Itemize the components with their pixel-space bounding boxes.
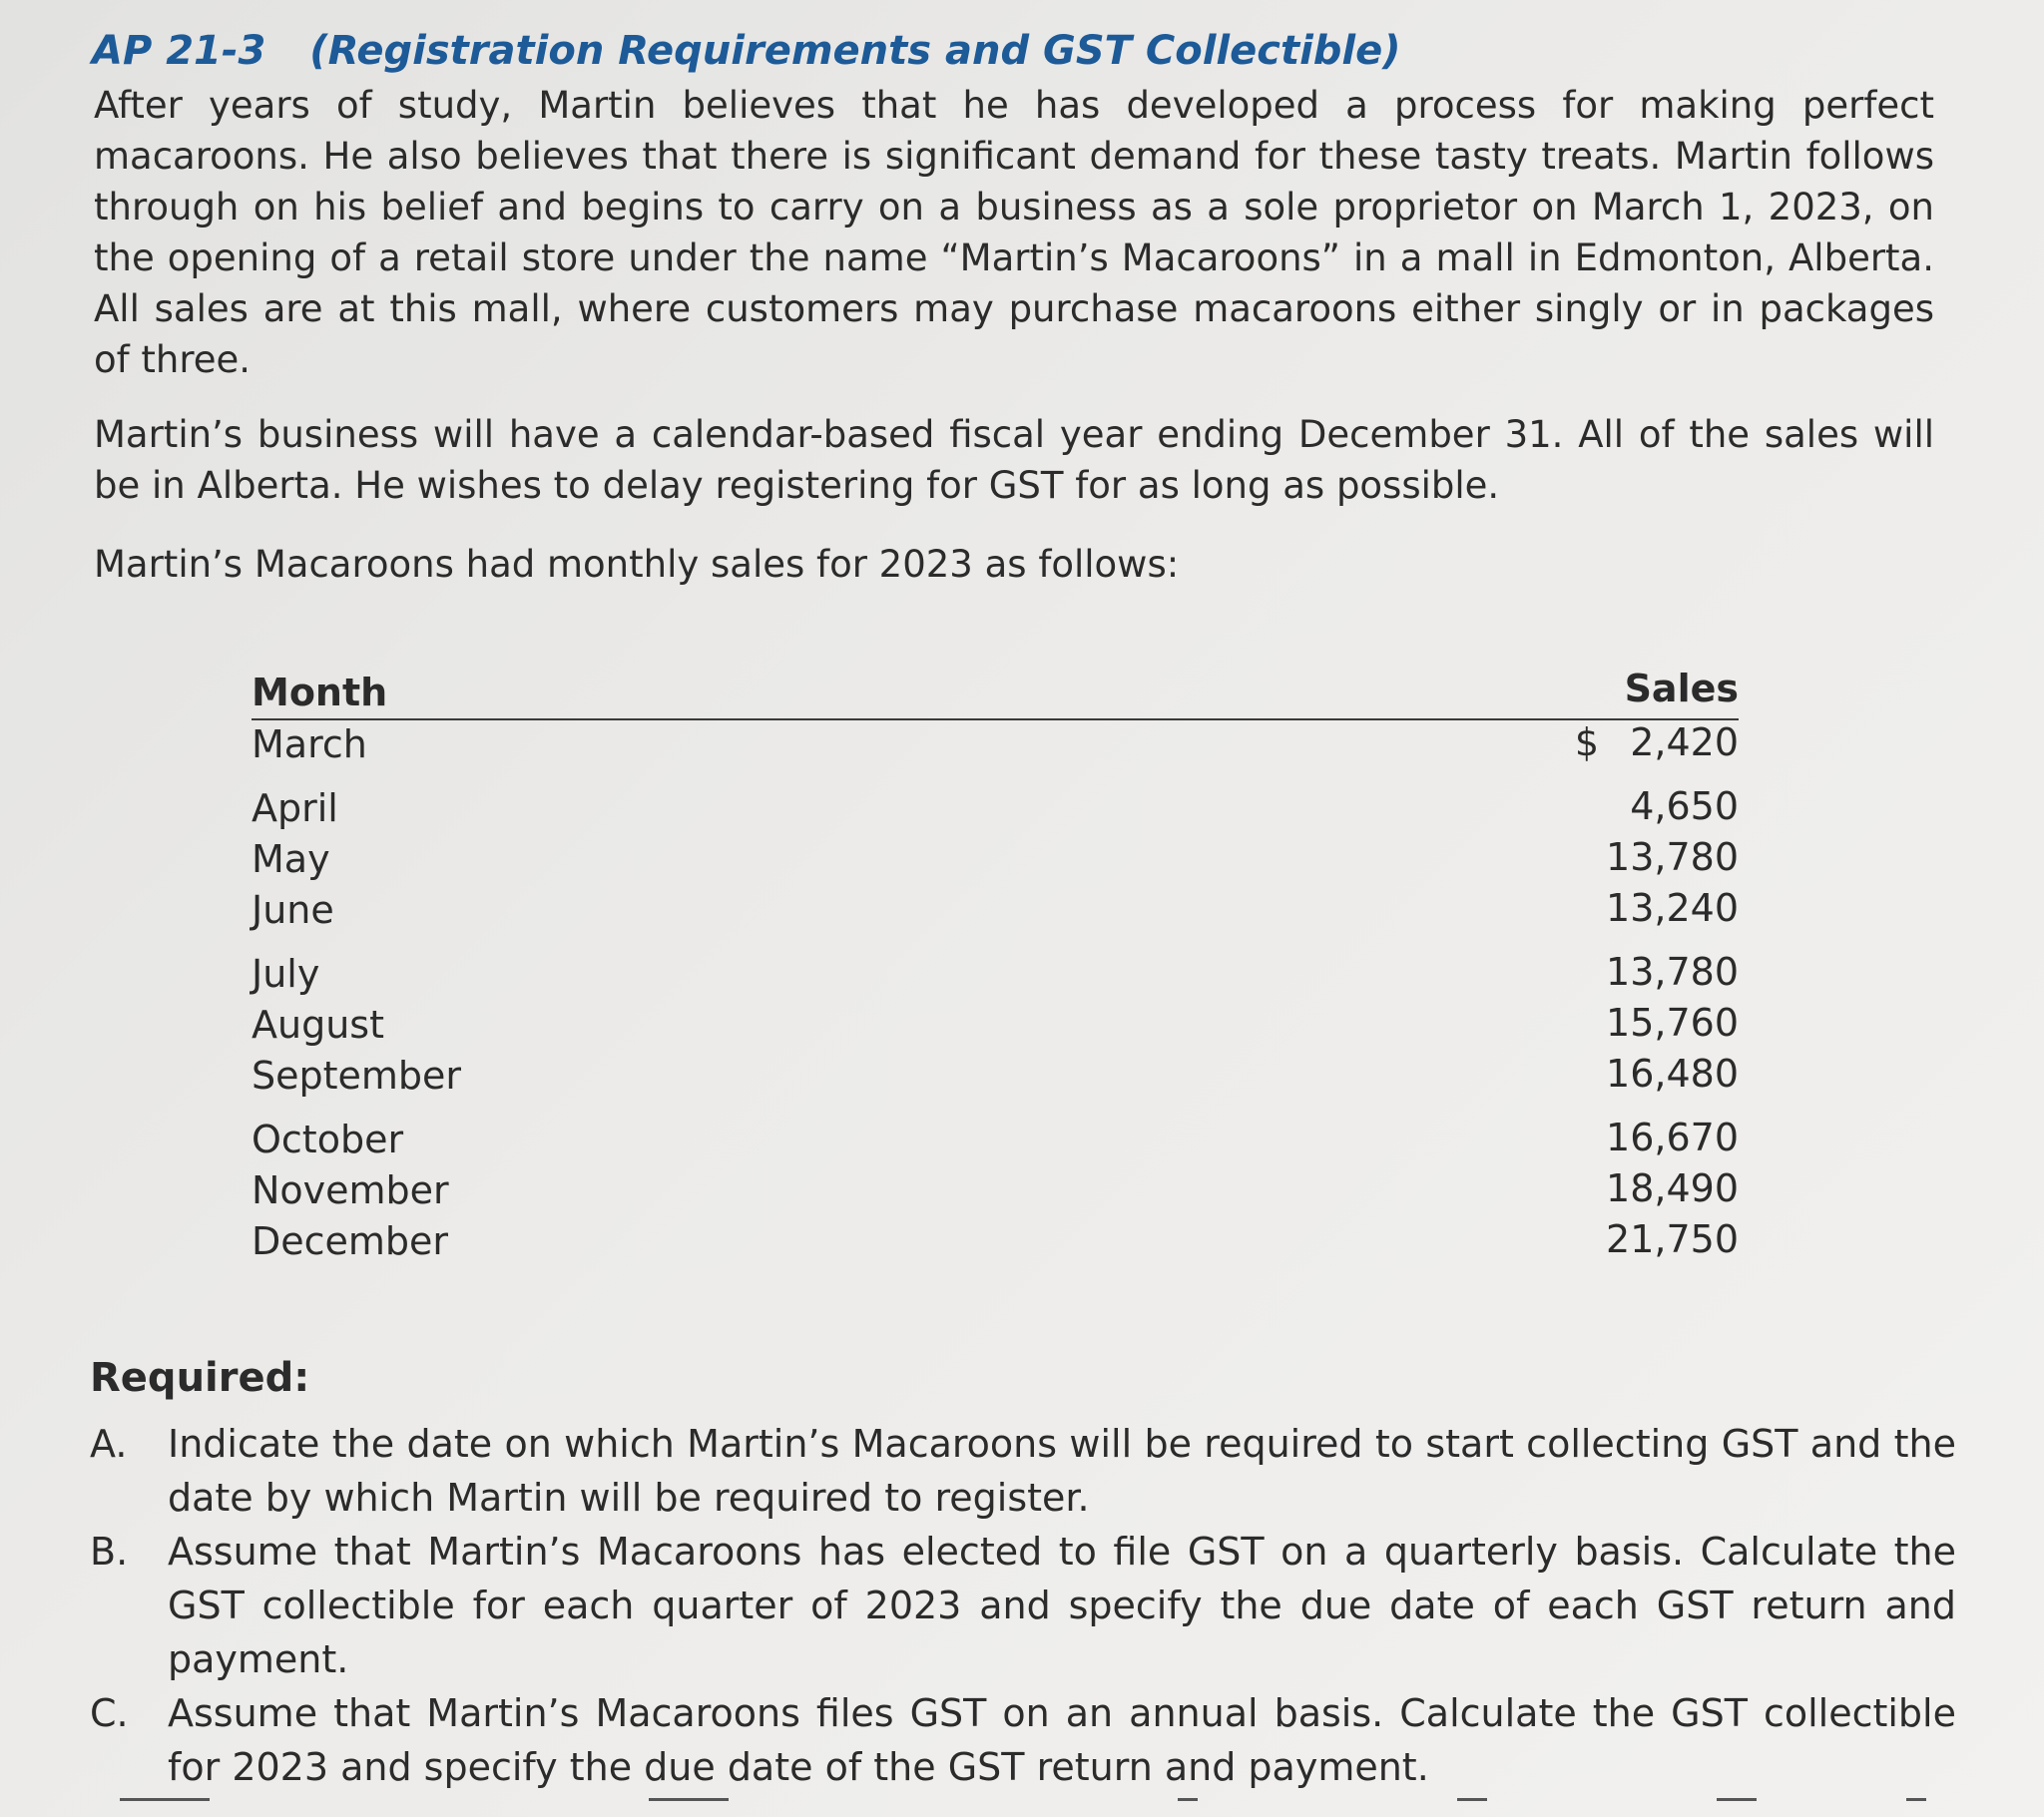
sales-cell: 21,750 bbox=[1606, 1217, 1739, 1261]
sales-column-header: Sales bbox=[1624, 667, 1739, 710]
currency-symbol: $ bbox=[1574, 720, 1599, 764]
item-letter: A. bbox=[90, 1422, 128, 1466]
sales-cell: 18,490 bbox=[1606, 1166, 1739, 1210]
list-item bbox=[90, 1525, 1956, 1686]
table-row bbox=[252, 1217, 1739, 1268]
item-text: Assume that Martin’s Macaroons has elected to file GST on a quarterly basis. Calculate the GST collectible for each quarter of 2023 and specify the due date of each GST return and payment. bbox=[168, 1530, 1956, 1681]
table-body bbox=[252, 720, 1739, 1268]
sales-cell: 13,780 bbox=[1606, 950, 1739, 994]
month-cell: September bbox=[252, 1054, 462, 1098]
month-cell: March bbox=[252, 722, 367, 766]
list-item bbox=[90, 1686, 1956, 1794]
list-item bbox=[90, 1417, 1956, 1525]
month-cell: November bbox=[252, 1168, 449, 1212]
cutoff-text-edge bbox=[0, 1796, 2044, 1817]
table-row bbox=[252, 720, 1739, 771]
problem-code: AP 21-3 bbox=[92, 28, 266, 74]
sales-cell: 4,650 bbox=[1630, 784, 1739, 828]
month-cell: August bbox=[252, 1003, 384, 1047]
sales-cell: 2,420 bbox=[1630, 720, 1739, 764]
table-header bbox=[252, 661, 1739, 720]
sales-cell: 15,760 bbox=[1606, 1001, 1739, 1045]
table-row bbox=[252, 1001, 1739, 1052]
item-letter: C. bbox=[90, 1691, 129, 1735]
required-list bbox=[90, 1417, 1956, 1794]
month-cell: July bbox=[252, 952, 320, 996]
sales-intro-paragraph: Martin’s Macaroons had monthly sales for 2023 as follows: bbox=[94, 543, 1180, 586]
month-cell: April bbox=[252, 786, 338, 830]
month-column-header: Month bbox=[252, 671, 388, 714]
month-cell: October bbox=[252, 1118, 404, 1161]
table-row bbox=[252, 784, 1739, 835]
table-row bbox=[252, 886, 1739, 937]
item-letter: B. bbox=[90, 1530, 129, 1574]
sales-cell: 13,780 bbox=[1606, 835, 1739, 879]
sales-cell: 16,480 bbox=[1606, 1052, 1739, 1096]
table-row bbox=[252, 1116, 1739, 1166]
month-cell: May bbox=[252, 837, 330, 881]
table-row bbox=[252, 1052, 1739, 1103]
problem-title: (Registration Requirements and GST Collectible) bbox=[309, 28, 1401, 74]
monthly-sales-table bbox=[252, 661, 1739, 1268]
month-cell: June bbox=[252, 888, 334, 932]
table-row bbox=[252, 835, 1739, 886]
month-cell: December bbox=[252, 1219, 449, 1263]
sales-cell: 16,670 bbox=[1606, 1116, 1739, 1159]
sales-cell: 13,240 bbox=[1606, 886, 1739, 930]
fiscal-year-paragraph: Martin’s business will have a calendar-based fiscal year ending December 31. All of the sales will be in Alberta. He wishes to delay registering for GST for as long as possible. bbox=[94, 413, 1934, 507]
item-text: Assume that Martin’s Macaroons files GST on an annual basis. Calculate the GST collectible for 2023 and specify the due date of the GST return and payment. bbox=[168, 1691, 1956, 1789]
problem-heading bbox=[92, 28, 1401, 74]
item-text: Indicate the date on which Martin’s Macaroons will be required to start collecting GST and the date by which Martin will be required to register. bbox=[168, 1422, 1956, 1520]
intro-paragraph: After years of study, Martin believes that he has developed a process for making perfect macaroons. He also believes that there is significant demand for these tasty treats. Martin follows through on his belief and begins to carry on a business as a sole proprietor on March 1, 2023, on the opening of a retail store under the name “Martin’s Macaroons” in a mall in Edmonton, Alberta. All sales are at this mall, where customers may purchase macaroons either singly or in packages of three. bbox=[94, 84, 1934, 381]
table-row bbox=[252, 1166, 1739, 1217]
table-row bbox=[252, 950, 1739, 1001]
required-label: Required: bbox=[90, 1355, 310, 1401]
